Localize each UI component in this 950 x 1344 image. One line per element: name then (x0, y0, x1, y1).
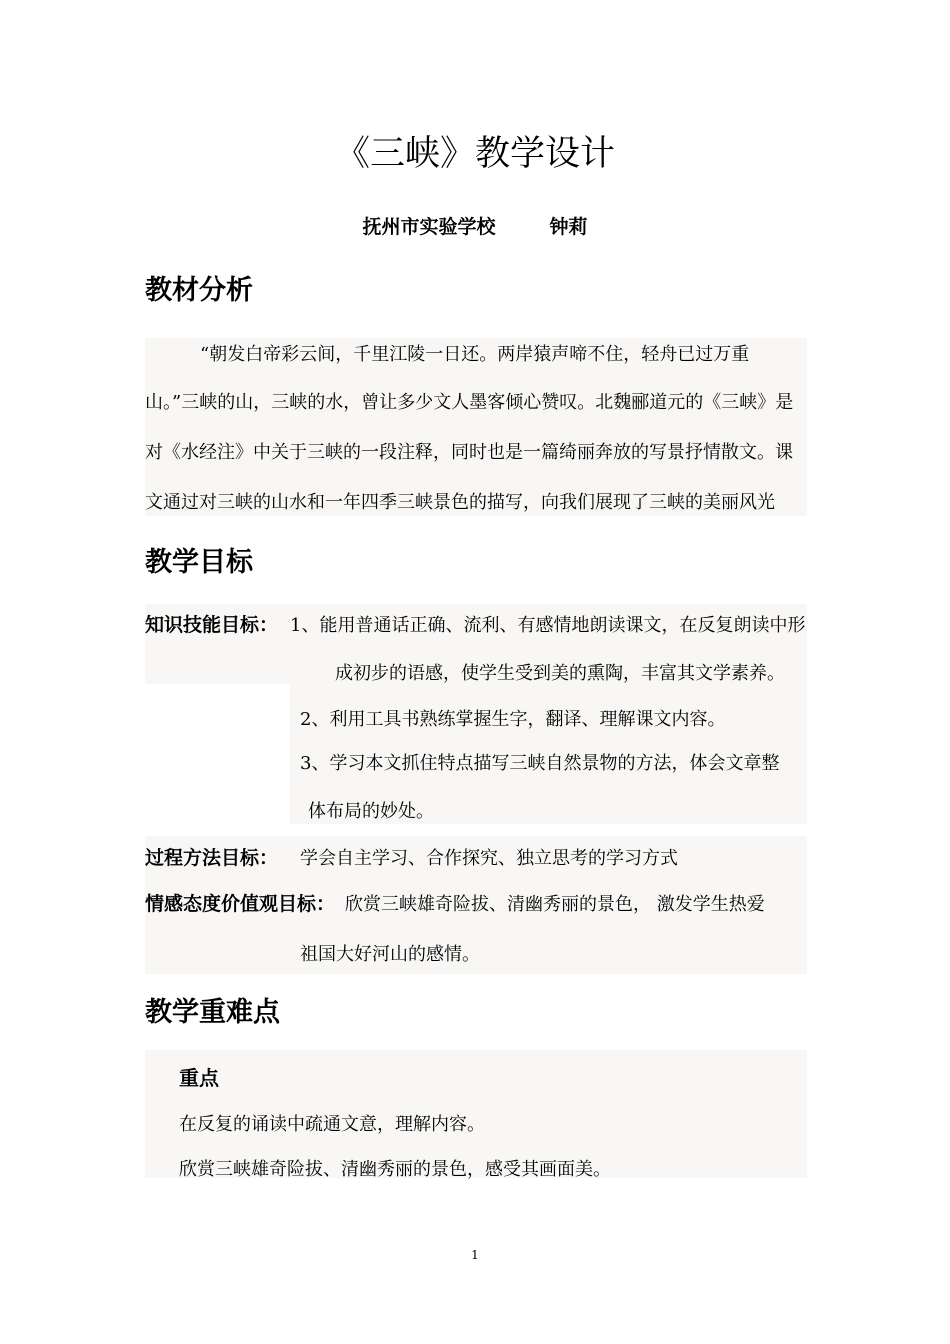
document-title: 《三峡》教学设计 (334, 134, 615, 174)
knowledge-goal-line: 体布局的妙处。 (308, 801, 434, 822)
knowledge-goal-line: 2、利用工具书熟练掌握生字，翻译、理解课文内容。 (300, 709, 726, 730)
keypoint-line: 欣赏三峡雄奇险拔、清幽秀丽的景色，感受其画面美。 (179, 1159, 611, 1180)
author-school: 抚州市实验学校 (362, 216, 496, 238)
emotion-goal-label: 情感态度价值观目标： (145, 893, 336, 915)
process-goal-label: 过程方法目标： (145, 847, 279, 869)
analysis-line: 山。”三峡的山，三峡的水，曾让多少文人墨客倾心赞叹。北魏郦道元的《三峡》是 (145, 392, 794, 413)
knowledge-goal-label: 知识技能目标： (145, 614, 279, 636)
emotion-goal-line: 祖国大好河山的感情。 (300, 944, 480, 965)
section-heading-keypoints: 教学重难点 (145, 997, 280, 1028)
author-name: 钟莉 (549, 216, 588, 238)
author-line (0, 212, 950, 239)
knowledge-goal-line: 1、能用普通话正确、流利、有感情地朗读课文，在反复朗读中形 (290, 615, 806, 636)
page-number: 1 (471, 1248, 479, 1262)
keypoint-line: 在反复的诵读中疏通文意，理解内容。 (179, 1114, 485, 1135)
section-heading-goals: 教学目标 (145, 547, 253, 578)
analysis-line: 对《水经注》中关于三峡的一段注释，同时也是一篇绮丽奔放的写景抒情散文。课 (145, 442, 793, 463)
section-heading-analysis: 教材分析 (145, 275, 253, 306)
analysis-line: “朝发白帝彩云间，千里江陵一日还。两岸猿声啼不住，轻舟已过万重 (200, 344, 750, 365)
process-goal-text: 学会自主学习、合作探究、独立思考的学习方式 (300, 848, 678, 869)
emotion-goal-line: 欣赏三峡雄奇险拔、清幽秀丽的景色， 激发学生热爱 (345, 894, 765, 915)
knowledge-goal-line: 成初步的语感，使学生受到美的熏陶，丰富其文学素养。 (335, 663, 785, 684)
analysis-line: 文通过对三峡的山水和一年四季三峡景色的描写，向我们展现了三峡的美丽风光 (145, 492, 775, 513)
subheading-focus: 重点 (179, 1066, 219, 1090)
knowledge-goal-line: 3、学习本文抓住特点描写三峡自然景物的方法，体会文章整 (300, 753, 780, 774)
